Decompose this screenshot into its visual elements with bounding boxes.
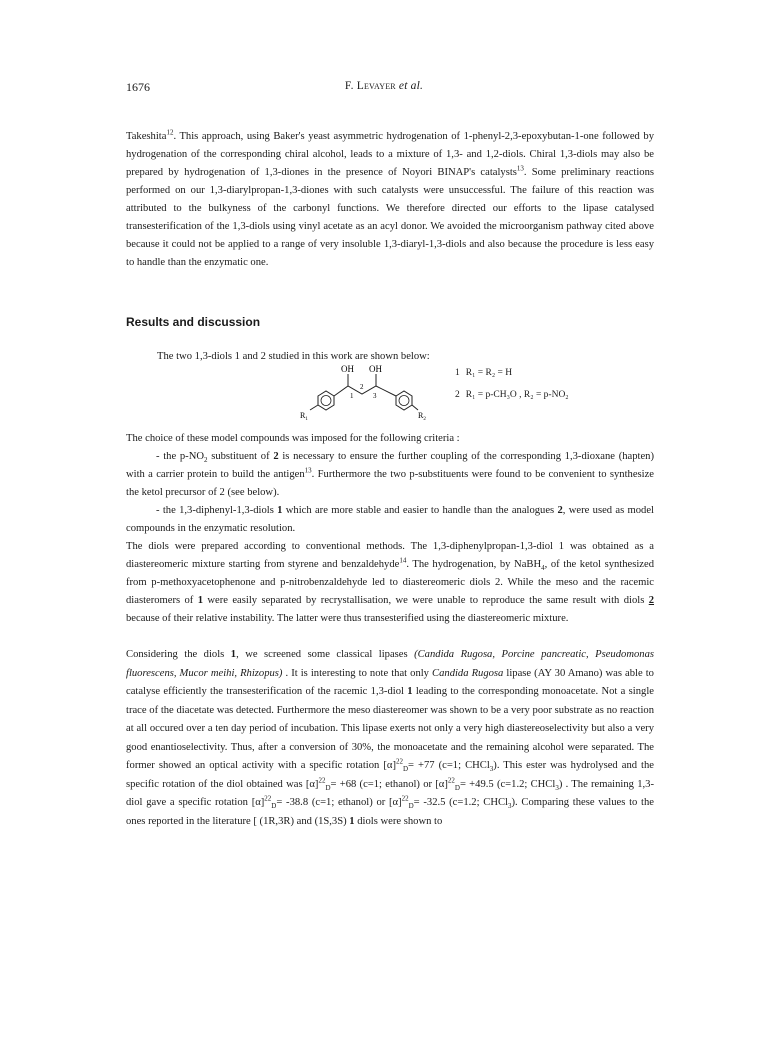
text: leading to the corresponding monoacetate. Not a single trace of the diacetate was detected. Furthermore the meso diastereomer was shown to be a very poor substrate as no reaction at all occured over a ten day period of incubation. This lipase exerts not only a very high diastereoselectivity but also a very good enantioselectivity. Thus, after a conversion of 30%, the monoacetate and the remaining alcohol were separated. The former showed an optical activity with a specific rotation [126,686,654,771]
ref: 14 [399,556,407,565]
running-head-author: F. Levayer [344,80,396,92]
text: is necessary to ensure the further coupling of the corresponding 1,3-dioxane (hapten) with a carrier protein to build the antigen [126,451,654,480]
text: Comparing these values to the ones reported in the literature [ (1R,3R) and (1S,3S) [126,797,654,827]
criteria-intro: The choice of these model compounds was imposed for the following criteria : [126,433,460,444]
specific-rotation [252,794,277,813]
text: . It is interesting to note that only [282,667,433,679]
rot-symbol: [α] [435,778,448,790]
ref: 13 [304,466,312,475]
specific-rotation [435,776,460,795]
compound-ref: 1 [197,595,204,606]
rot-sup: 22 [447,775,455,784]
carbon-2-label: 2 [360,383,364,391]
text: - the 1,3-diphenyl-1,3-diols [156,505,278,516]
rot-sup: 22 [264,794,272,803]
compound-ref: 1 [230,649,237,660]
compound-definition: R₁ = p-CH₃O , R₂ = p-NO₂ [465,390,569,400]
r2-label: $R_2$ [418,411,426,420]
propane-chain [334,386,396,396]
rot-sub: D [454,783,460,792]
rot-sup: 22 [318,775,326,784]
compound-ref: 1 [277,505,283,516]
compound-ref: 2 [219,487,225,498]
diol-structure-drawing [300,362,440,420]
rot-sub: D [402,765,409,774]
text: The diols were prepared according to conventional methods. The 1,3-diphenylpropan-1,3-diol 1 was obtained as a diastereomeric mixture starting from styrene and benzaldehyde [126,541,654,570]
running-head-etal: et al. [398,80,424,92]
diols-intro: The two 1,3-diols 1 and 2 studied in this work are shown below: [157,351,430,362]
rot-sub: D [408,802,414,811]
page-number: 1676 [126,80,150,94]
carbon-1-label: 1 [350,392,354,400]
prep-paragraph [126,538,654,628]
text: . The hydrogenation, by NaBH [406,559,542,570]
rot-symbol: [α] [251,797,265,808]
compound-1-key [455,368,512,378]
compound-ref: 2 [648,595,655,606]
section-heading: Results and discussion [126,315,261,329]
compound-definition: R₁ = R₂ = H [465,368,513,378]
r1-label: $R_1$ [300,411,308,420]
text: because of their relative instability. The latter were thus transesterified using the diastereomeric mixture. [126,613,569,624]
lipase-paragraph [126,646,654,831]
compound-2-key [455,390,569,400]
text: . This approach, using Baker's yeast asymmetric hydrogenation of 1-phenyl-2,3-epoxybutan-1-one followed by hydrogenation of the corresponding chiral alcohol, leads to a mixture of 1,3- and 1,2-diols. Chiral 1,3-diols may also be prepared by hydrogenation of 1,3-diones in the presence of Noyori BINAP's catalysts [126,131,654,178]
rot-symbol: [α] [305,778,319,790]
text: diols were shown to [354,815,443,827]
text: = +77 (c=1; CHCl [408,760,490,771]
text: , were used as model compounds in the enzymatic resolution. [126,505,654,534]
ref-12: 12 [166,128,174,137]
oh-label-1: OH [341,364,354,374]
lipase-name: Candida Rugosa [432,667,504,679]
text: = +49.5 (c=1.2; CHCl [459,778,556,790]
ref-13: 13 [516,164,524,173]
sub: 3 [555,783,559,792]
rot-sub: D [271,802,277,811]
specific-rotation [306,776,331,795]
text: , of the ketol synthesized from p-methoxyacetophenone and p-nitrobenzaldehyde led to diastereomeric diols 2. While the meso and the racemic diasteromers of [126,559,655,606]
rot-sub: D [325,783,331,792]
criterion-2 [126,502,654,538]
text: (see below). [224,487,280,498]
sub: 3 [489,765,494,774]
compound-number: 2 [455,390,460,400]
text: Takeshita [126,131,167,142]
text: ). [511,797,518,808]
text: ) . The remaining 1,3-diol gave a specific rotation [126,778,654,808]
specific-rotation [389,794,414,813]
text: , we screened some classical lipases [236,649,415,660]
specific-rotation [383,757,408,776]
text: = -38.8 (c=1; ethanol) or [276,797,389,808]
text: = +68 (c=1; ethanol) or [330,778,436,790]
text: . Some preliminary reactions performed on our 1,3-diarylpropan-1,3-diones with such catalysts were unsuccessful. The failure of this reaction was attributed to the bulkyness of the carbonyl functions. We therefore directed our efforts to the lipase catalysed transesterification of the 1,3-diols using vinyl acetate as an acyl donor. We avoided the microorganism pathway cited above because it could not be applied to a range of very insoluble 1,3-diaryl-1,3-diols and also because the procedure is less easy to handle than the enzymatic one. [126,167,655,268]
text: lipase (AY 30 Amano) was able to catalyse efficiently the transesterification of the racemic 1,3-diol [126,667,654,697]
text: were easily separated by recrystallisation, we were unable to reproduce the same result with diols [203,595,649,606]
sub: 2 [204,456,208,465]
intro-paragraph [126,128,654,272]
compound-ref: 1 [407,686,413,697]
rot-symbol: [α] [383,760,396,771]
rot-sup: 22 [401,794,409,803]
sub: 3 [508,802,512,811]
compound-number: 1 [455,368,460,378]
lipase-list: (Candida Rugosa, Porcine pancreatic, Pseudomonas fluorescens, Mucor meihi, Rhizopus) [126,649,654,679]
text: - the p-NO [156,451,204,462]
criterion-1 [126,448,654,502]
sub: 4 [541,564,545,573]
left-benzene-ring [318,391,334,410]
rot-symbol: [α] [389,797,402,808]
text: ). This ester was hydrolysed and the specific rotation of the diol obtained was [126,760,654,790]
right-benzene-ring [396,391,412,410]
carbon-3-label: 3 [373,392,377,400]
compound-ref: 2 [273,451,279,462]
text: . Furthermore the two p-substituents were found to be convenient to synthesize the ketol precursor of [126,469,654,498]
rot-sup: 22 [395,757,403,766]
oh-label-2: OH [369,364,382,374]
compound-ref: 1 [349,815,355,827]
text: substituent of [207,451,274,462]
text: which are more stable and easier to handle than the analogues [282,505,558,516]
text: = -32.5 (c=1.2; CHCl [413,797,508,808]
text: Considering the diols [126,649,231,660]
running-head [0,80,768,92]
compound-ref: 2 [557,505,563,516]
